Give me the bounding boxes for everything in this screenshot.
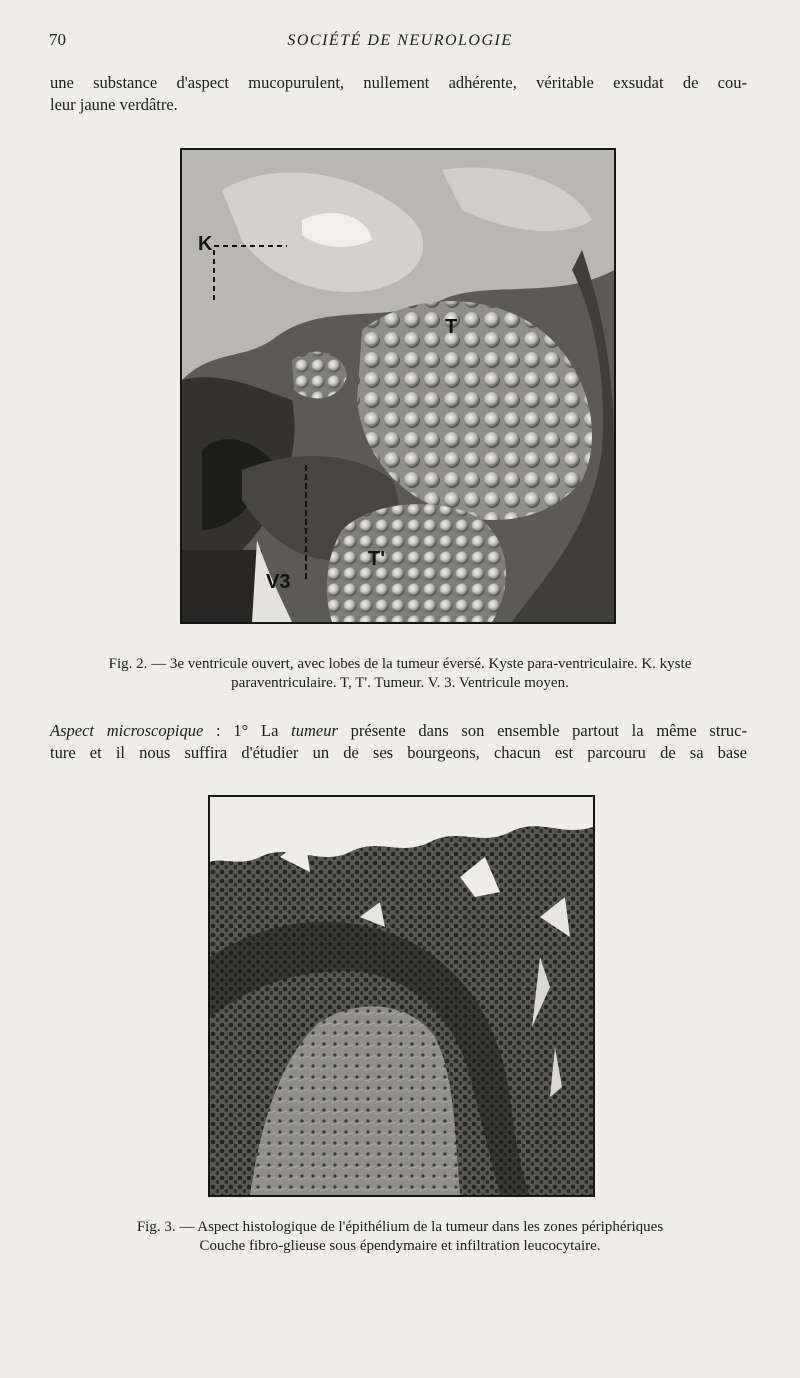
figure-2-caption-line-1: Fig. 2. — 3e ventricule ouvert, avec lobes de la tumeur éversé. Kyste para-ventriculaire. K. kyste <box>108 656 692 672</box>
figure-2-illustration <box>182 150 614 622</box>
figure-3-illustration <box>210 797 593 1195</box>
intro-paragraph <box>50 72 747 116</box>
body-line-1-end: présente dans son ensemble partout la même struc- <box>337 721 747 740</box>
label-t: T <box>445 316 458 338</box>
body-paragraph <box>50 720 747 764</box>
body-emph: tumeur <box>291 721 338 740</box>
label-k: K <box>198 233 213 255</box>
body-line-2: ture et il nous suffira d'étudier un de ses bourgeons, chacun est parcouru de sa base <box>50 743 747 762</box>
page-number: 70 <box>49 30 66 49</box>
intro-line-2: leur jaune verdâtre. <box>50 95 178 114</box>
body-lead: Aspect microscopique <box>50 721 204 740</box>
body-line-1-rest: : 1° La <box>203 721 292 740</box>
label-t-prime: T' <box>368 548 385 570</box>
running-head: SOCIÉTÉ DE NEUROLOGIE <box>287 32 513 49</box>
figure-3-caption-line-1: Fig. 3. — Aspect histologique de l'épithélium de la tumeur dans les zones périphériques <box>136 1219 664 1235</box>
figure-2-photo <box>180 148 616 624</box>
figure-2-caption-line-2: paraventriculaire. T, T'. Tumeur. V. 3. Ventricule moyen. <box>231 675 569 691</box>
figure-3-caption <box>50 1218 750 1256</box>
intro-line-1: une substance d'aspect mucopurulent, nullement adhérente, véritable exsudat de cou- <box>50 73 747 92</box>
label-v3: V3 <box>266 571 291 593</box>
figure-2-caption <box>50 655 750 693</box>
body-line-1 <box>50 720 747 742</box>
figure-3-caption-line-2: Couche fibro-glieuse sous épendymaire et infiltration leucocytaire. <box>199 1238 601 1254</box>
figure-3-micrograph <box>208 795 595 1197</box>
